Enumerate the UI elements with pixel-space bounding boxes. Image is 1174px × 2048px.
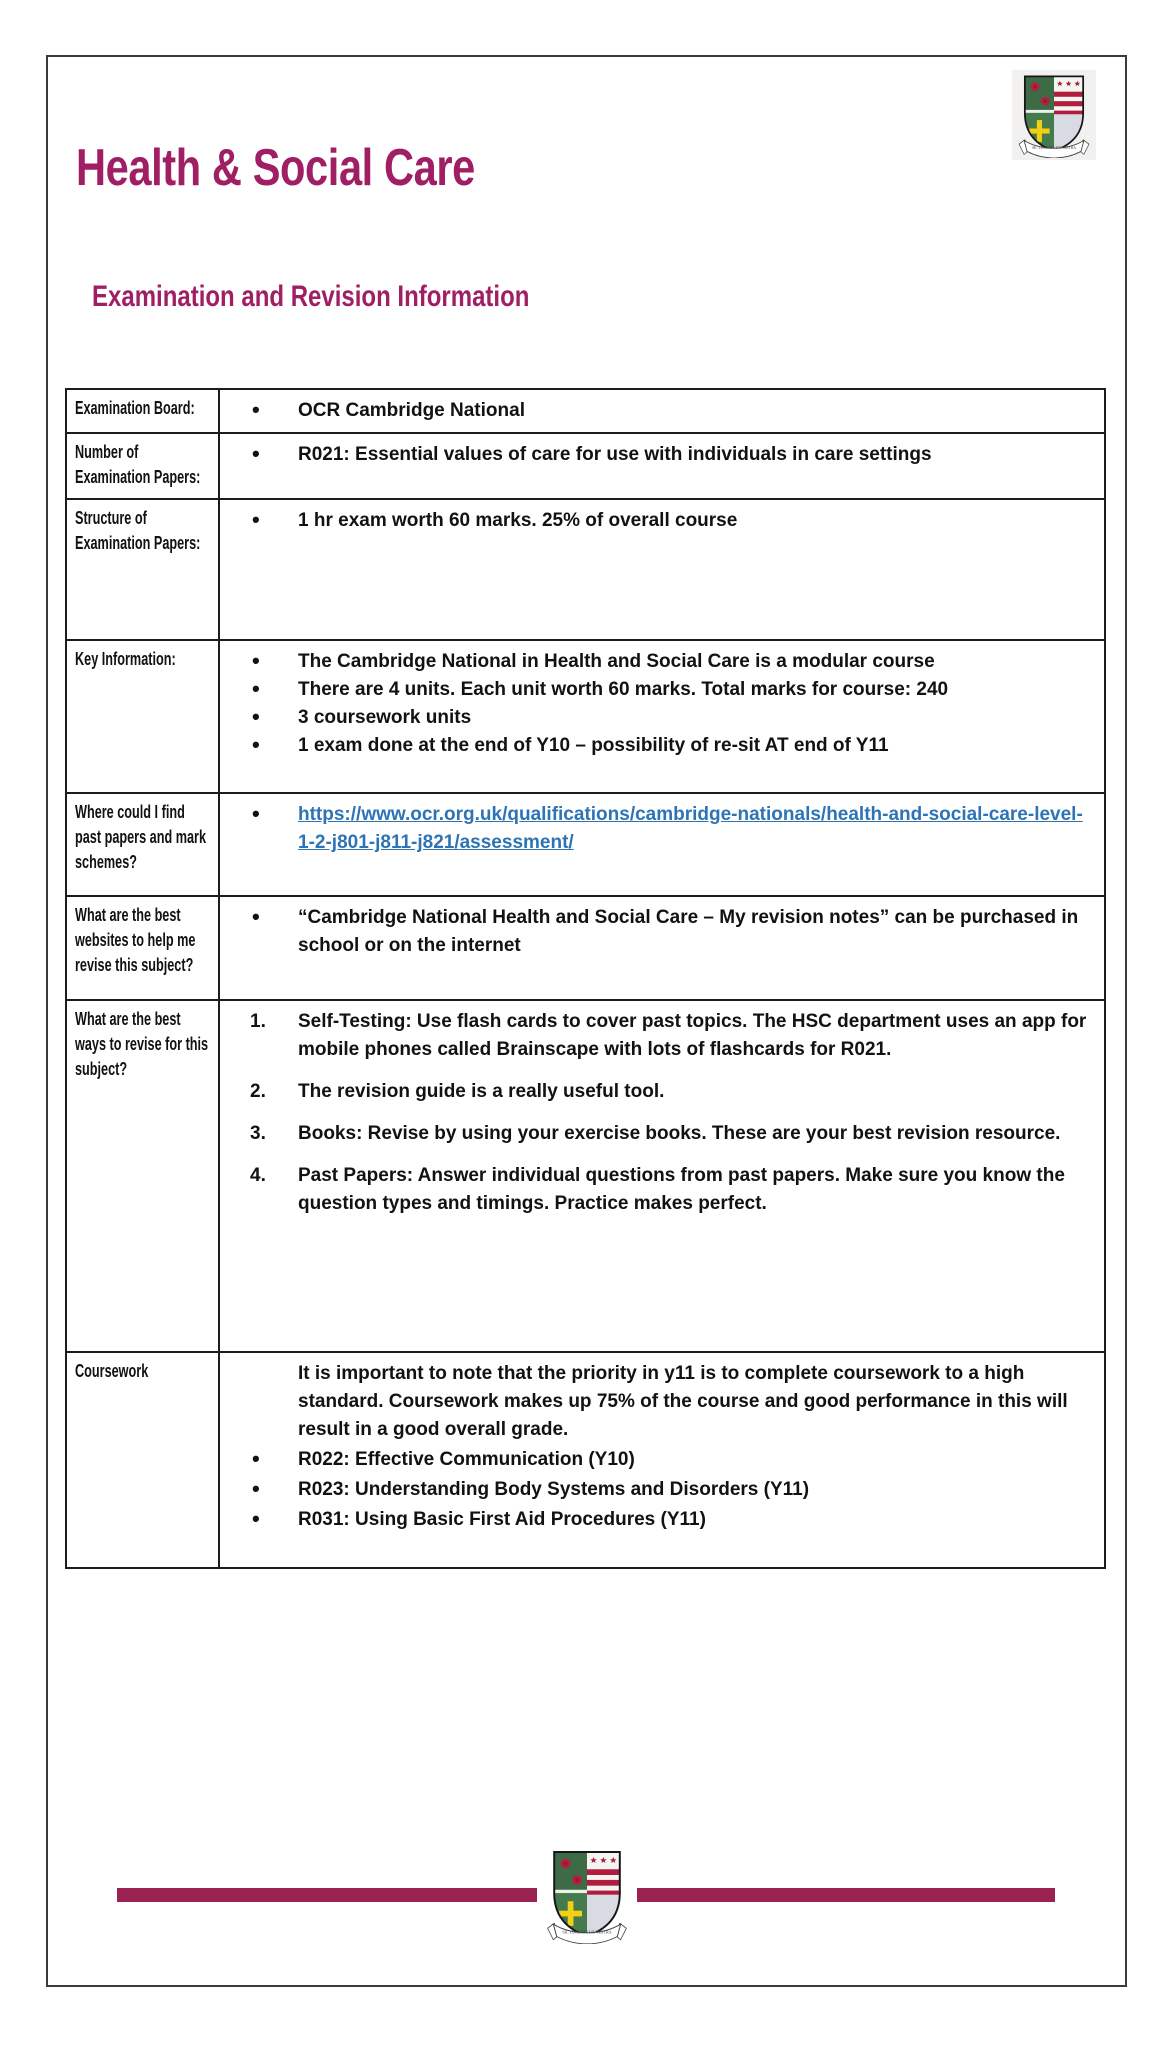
exam-info-table xyxy=(65,388,1106,1569)
row-label-cell xyxy=(66,1352,219,1568)
row-value-cell xyxy=(219,499,1105,640)
shield-crest-icon xyxy=(546,1847,628,1944)
bullet-item: • 1 exam done at the end of Y10 – possibility of re-sit AT end of Y11 xyxy=(250,732,1090,760)
school-crest-logo-footer xyxy=(537,1842,637,1948)
table-row xyxy=(66,433,1105,499)
bullet-item: • R022: Effective Communication (Y10) xyxy=(250,1446,1090,1474)
row-value-cell xyxy=(219,640,1105,793)
row-value-cell xyxy=(219,1352,1105,1568)
row-value-cell xyxy=(219,433,1105,499)
table-row xyxy=(66,389,1105,433)
coursework-paragraph: It is important to note that the priority in y11 is to complete coursework to a high standard. Coursework makes up 75% of the course and good performance in this will result in a good overall grade. xyxy=(298,1363,1068,1440)
shield-crest-icon xyxy=(1017,72,1091,158)
school-crest-logo xyxy=(1012,70,1096,160)
table-row xyxy=(66,1352,1105,1568)
numbered-item: Books: Revise by using your exercise books. These are your best revision resource. xyxy=(298,1123,1061,1144)
row-value-cell xyxy=(219,1000,1105,1352)
table-row xyxy=(66,793,1105,896)
row-value-cell xyxy=(219,793,1105,896)
row-label: Structure of Examination Papers: xyxy=(75,508,201,553)
row-label-cell xyxy=(66,499,219,640)
row-label: Key Information: xyxy=(75,649,176,669)
row-label-cell xyxy=(66,433,219,499)
row-label-cell xyxy=(66,793,219,896)
numbered-item: Past Papers: Answer individual questions from past papers. Make sure you know the question types and timings. Practice makes perfect. xyxy=(298,1165,1065,1214)
bullet-item: • 1 hr exam worth 60 marks. 25% of overall course xyxy=(250,507,1090,535)
crest-motto: SIC LUCEAT LUX VESTRA xyxy=(562,1929,612,1935)
row-label: Coursework xyxy=(75,1361,149,1381)
bullet-item: • R023: Understanding Body Systems and Disorders (Y11) xyxy=(250,1476,1090,1504)
bullet-item xyxy=(250,801,1090,857)
crest-motto: SIC LUCEAT LUX VESTRA xyxy=(1032,145,1076,150)
bullet-item: • OCR Cambridge National xyxy=(250,397,1090,425)
table-row xyxy=(66,640,1105,793)
bullet-item: • 3 coursework units xyxy=(250,704,1090,732)
bullet-item: • There are 4 units. Each unit worth 60 marks. Total marks for course: 240 xyxy=(250,676,1090,704)
ocr-assessment-link[interactable]: https://www.ocr.org.uk/qualifications/cambridge-nationals/health-and-social-care-level-1-2-j801-j811-j821/assessment/ xyxy=(298,804,1083,853)
row-label-cell xyxy=(66,389,219,433)
row-label: What are the best ways to revise for this subject? xyxy=(75,1009,209,1079)
bullet-item: • R031: Using Basic First Aid Procedures (Y11) xyxy=(250,1506,1090,1534)
numbered-item: Self-Testing: Use flash cards to cover past topics. The HSC department uses an app for mobile phones called Brainscape with lots of flashcards for R021. xyxy=(298,1011,1087,1060)
row-label-cell xyxy=(66,896,219,1000)
table-row xyxy=(66,896,1105,1000)
numbered-item: The revision guide is a really useful tool. xyxy=(298,1081,665,1102)
row-label: What are the best websites to help me revise this subject? xyxy=(75,905,196,975)
row-value-cell xyxy=(219,389,1105,433)
page-title: Health & Social Care xyxy=(76,139,475,197)
row-value-cell xyxy=(219,896,1105,1000)
row-label: Examination Board: xyxy=(75,398,195,418)
bullet-item: • The Cambridge National in Health and Social Care is a modular course xyxy=(250,648,1090,676)
page-subtitle: Examination and Revision Information xyxy=(92,280,530,313)
bullet-item: • “Cambridge National Health and Social Care – My revision notes” can be purchased in school or on the internet xyxy=(250,904,1090,960)
row-label-cell xyxy=(66,640,219,793)
row-label: Where could I find past papers and mark schemes? xyxy=(75,802,206,872)
row-label: Number of Examination Papers: xyxy=(75,442,201,487)
row-label-cell xyxy=(66,1000,219,1352)
bullet-item: • R021: Essential values of care for use with individuals in care settings xyxy=(250,441,1090,469)
table-row xyxy=(66,499,1105,640)
table-row xyxy=(66,1000,1105,1352)
